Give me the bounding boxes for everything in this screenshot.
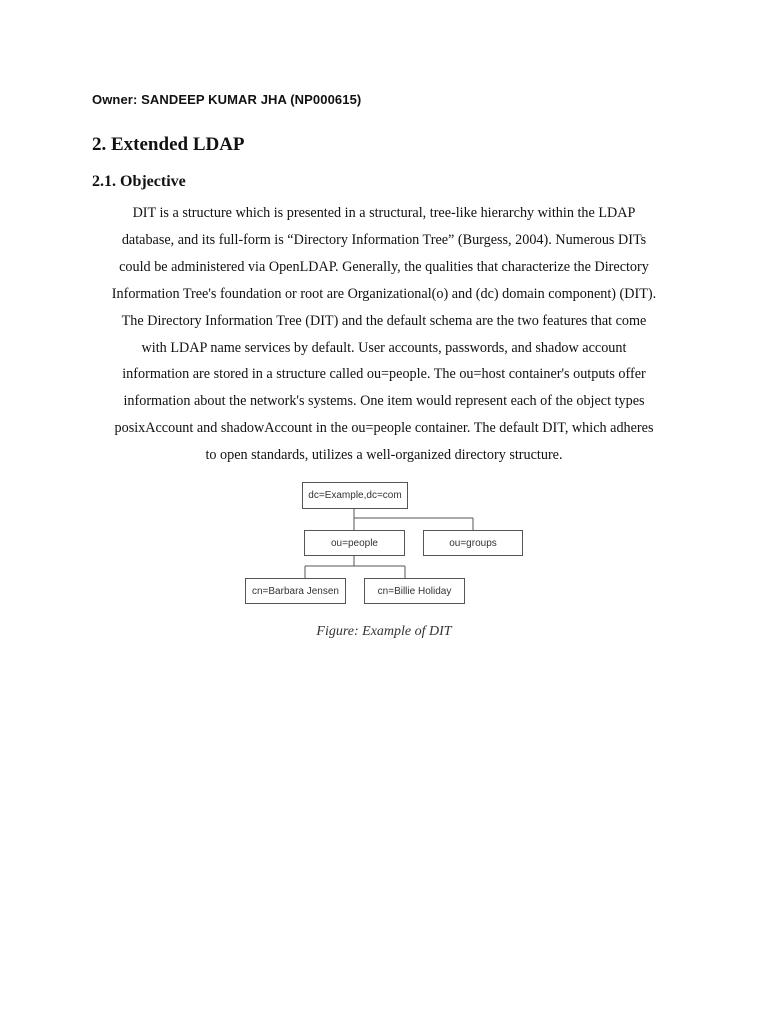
paragraph-line: database, and its full-form is “Directory Information Tree” (Burgess, 2004). Numerous DITs: [121, 231, 647, 248]
paragraph-line: with LDAP name services by default. User accounts, passwords, and shadow account: [141, 339, 627, 356]
paragraph-line: information are stored in a structure called ou=people. The ou=host container's outputs offer: [122, 366, 646, 383]
paragraph-line: DIT is a structure which is presented in a structural, tree-like hierarchy within the LDAP: [132, 205, 636, 221]
paragraph-line: posixAccount and shadowAccount in the ou=people container. The default DIT, which adheres: [114, 420, 654, 437]
dit-root-node: dc=Example,dc=com: [302, 482, 408, 509]
dit-node-barbara: cn=Barbara Jensen: [245, 578, 346, 604]
paragraph-line: could be administered via OpenLDAP. Generally, the qualities that characterize the Directory: [119, 258, 649, 275]
body-paragraph: [92, 200, 676, 469]
owner-line: Owner: SANDEEP KUMAR JHA (NP000615): [92, 92, 362, 107]
figure-caption: Figure: Example of DIT: [316, 624, 452, 639]
dit-node-billie: cn=Billie Holiday: [364, 578, 465, 604]
dit-node-people: ou=people: [304, 530, 405, 556]
paragraph-line: The Directory Information Tree (DIT) and the default schema are the two features that come: [121, 312, 647, 329]
paragraph-line: information about the network's systems. One item would represent each of the object types: [123, 393, 645, 410]
dit-node-groups: ou=groups: [423, 530, 523, 556]
section-heading: 2. Extended LDAP: [92, 134, 245, 155]
paragraph-line: to open standards, utilizes a well-organized directory structure.: [205, 447, 563, 464]
subsection-heading: 2.1. Objective: [92, 173, 186, 190]
paragraph-line: Information Tree's foundation or root are Organizational(o) and (dc) domain component) (DIT).: [111, 285, 657, 302]
dit-diagram: [240, 478, 530, 610]
